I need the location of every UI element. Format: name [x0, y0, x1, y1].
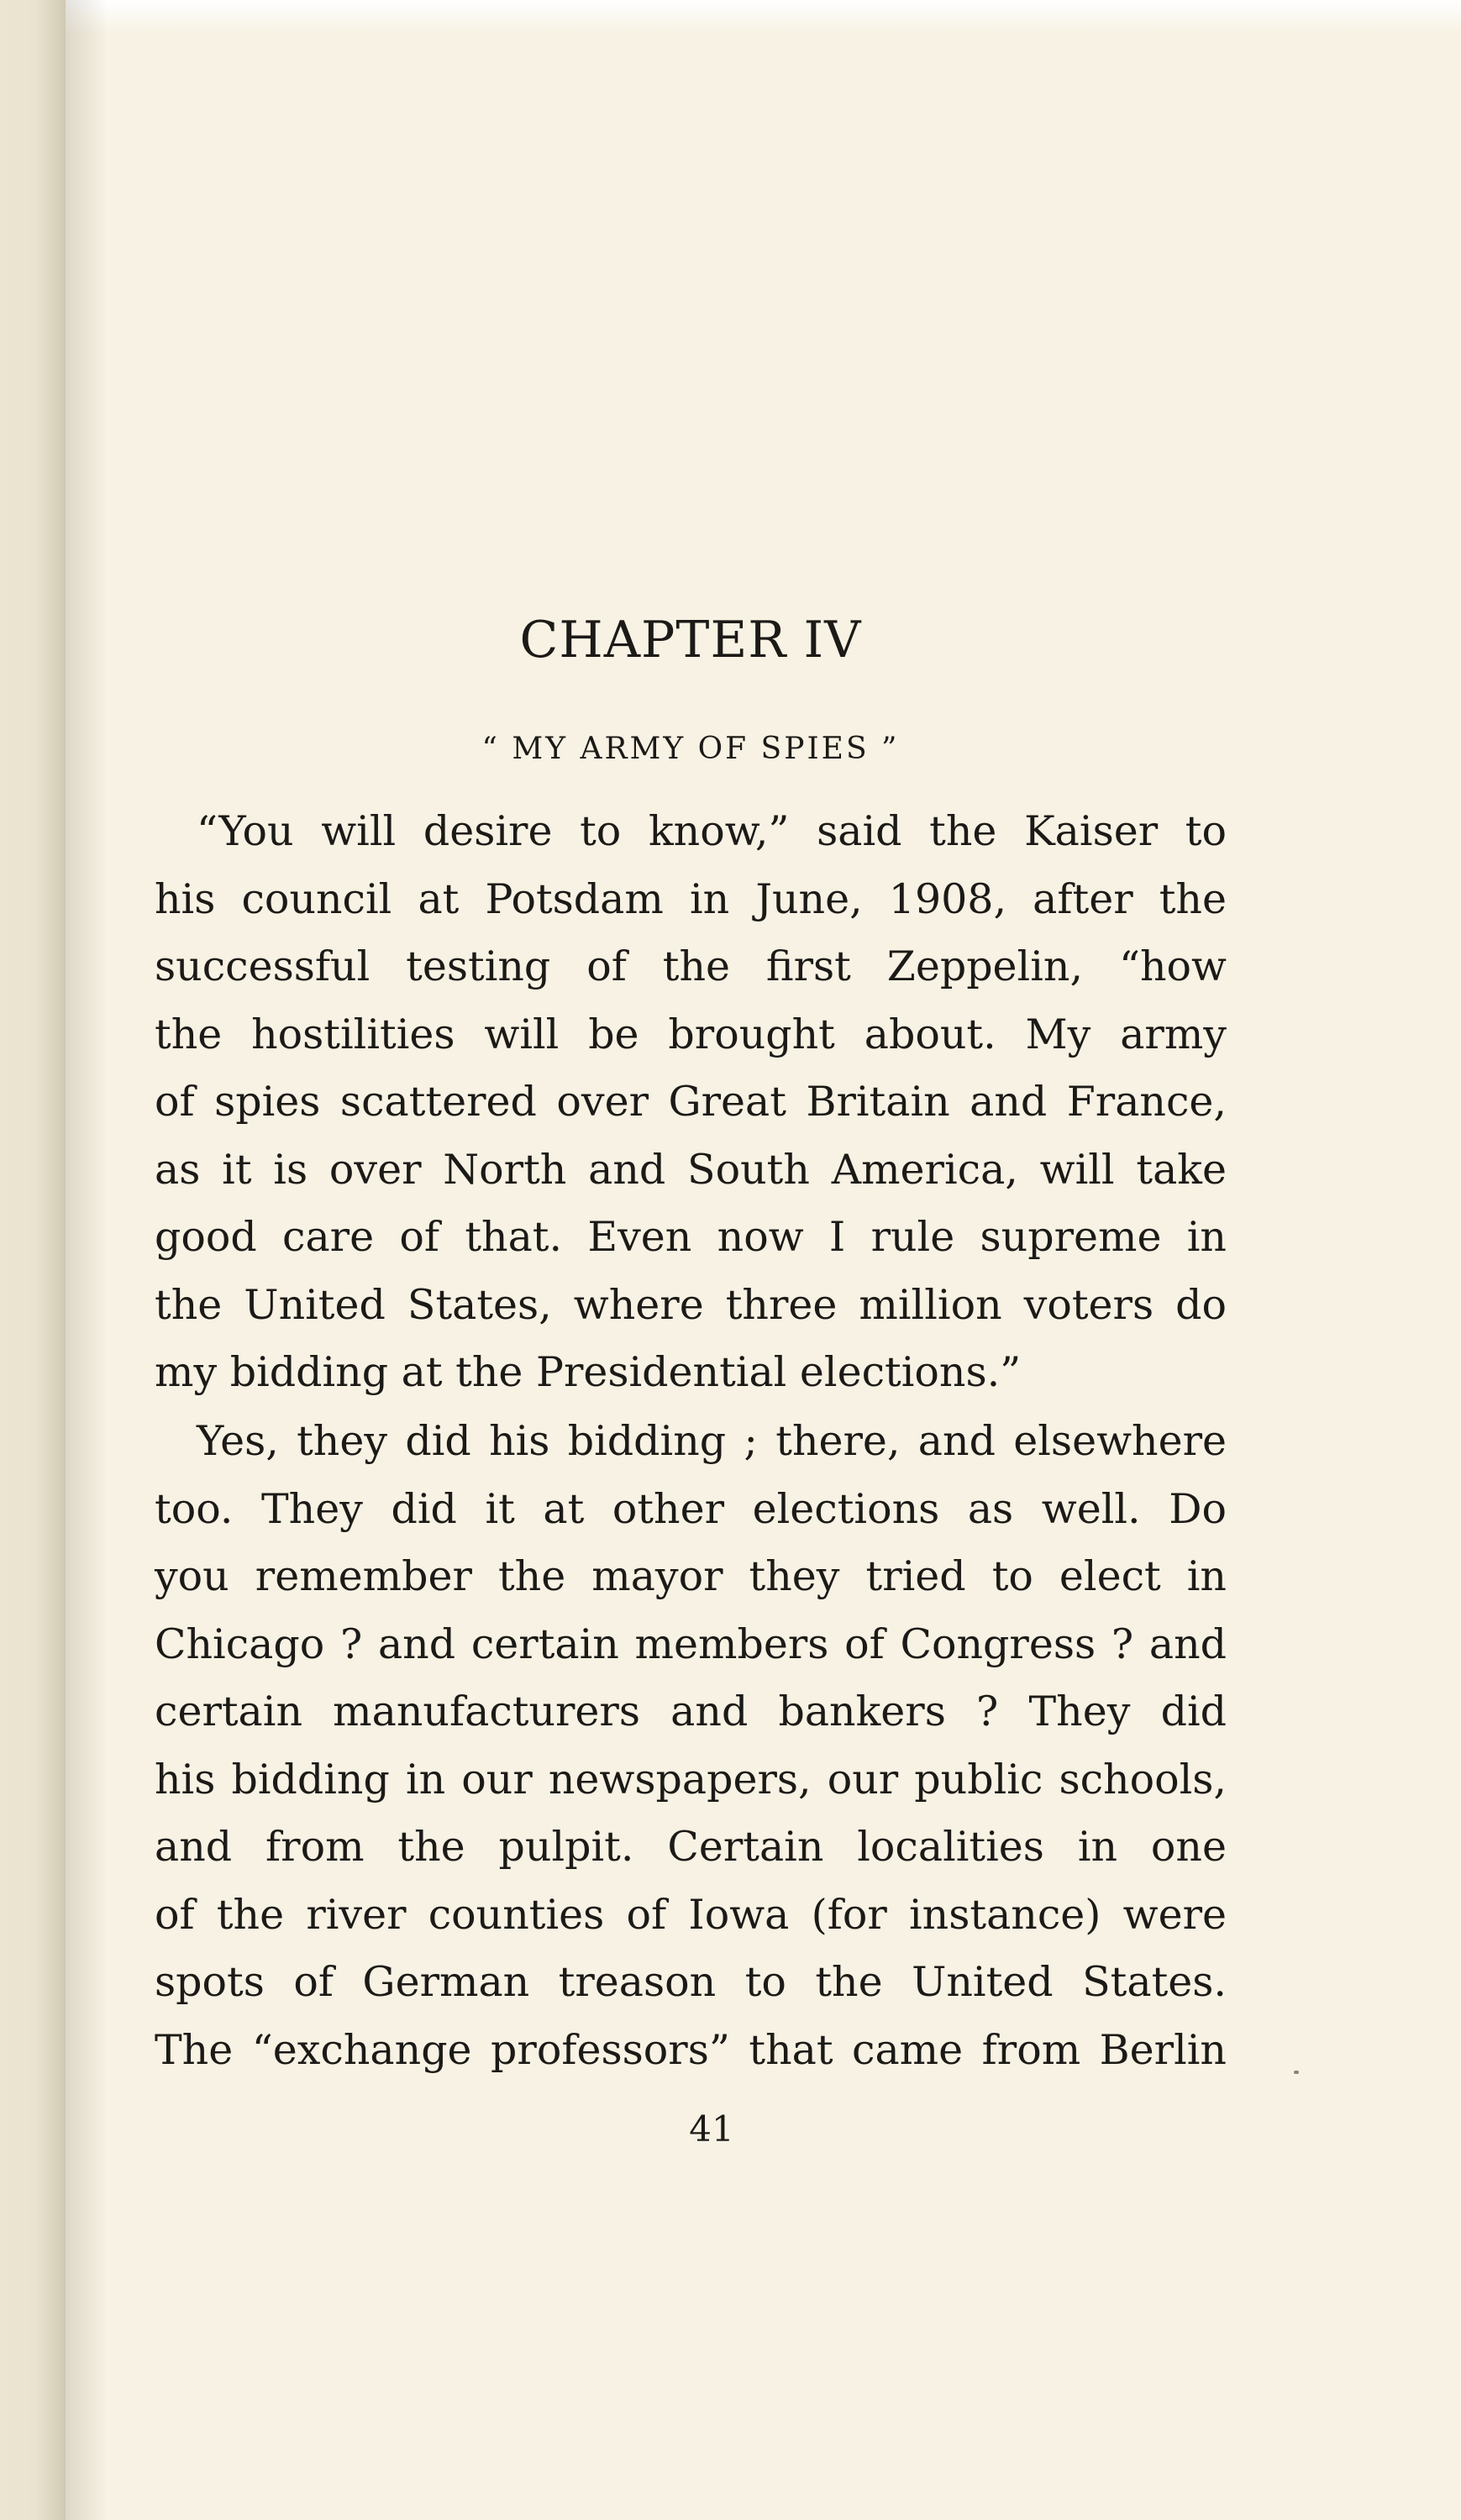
paragraph-1: [155, 798, 1227, 1407]
left-page-edge: [0, 0, 66, 2520]
text-line: as it is over North and South America, will take: [155, 1145, 1227, 1194]
text-line: the United States, where three million voters do: [155, 1280, 1227, 1329]
text-line: his bidding in our newspapers, our public schools,: [155, 1755, 1227, 1803]
page-number: 41: [689, 2108, 734, 2150]
stray-ink-mark: [1294, 2071, 1299, 2074]
paragraph-2: [155, 1408, 1227, 2084]
text-line: of spies scattered over Great Britain and France,: [155, 1078, 1227, 1126]
text-line: the hostilities will be brought about. My army: [155, 1010, 1227, 1058]
text-line: certain manufacturers and bankers ? They did: [155, 1688, 1227, 1735]
text-line: The “exchange professors” that came from Berlin: [155, 2025, 1227, 2074]
text-line: too. They did it at other elections as well. Do: [155, 1484, 1227, 1533]
text-line: spots of German treason to the United States.: [155, 1958, 1227, 2006]
text-line: of the river counties of Iowa (for instance) were: [155, 1890, 1227, 1939]
text-line: “You will desire to know,” said the Kaiser to: [197, 807, 1227, 855]
gutter-shadow: [66, 0, 108, 2520]
text-line: good care of that. Even now I rule supreme in: [155, 1213, 1227, 1261]
page-top-edge: [66, 0, 1461, 34]
text-line: his council at Potsdam in June, 1908, after the: [155, 874, 1227, 923]
text-line: and from the pulpit. Certain localities in one: [155, 1823, 1227, 1871]
chapter-subtitle: “ MY ARMY OF SPIES ”: [481, 732, 900, 766]
text-line: you remember the mayor they tried to elect in: [155, 1552, 1227, 1600]
chapter-title: CHAPTER IV: [519, 611, 862, 669]
text-line: Yes, they did his bidding ; there, and elsewhere: [197, 1417, 1227, 1465]
text-line: Chicago ? and certain members of Congress ? and: [155, 1620, 1227, 1668]
text-line: successful testing of the first Zeppelin, “how: [155, 942, 1227, 990]
text-line: my bidding at the Presidential elections.”: [155, 1348, 1022, 1396]
